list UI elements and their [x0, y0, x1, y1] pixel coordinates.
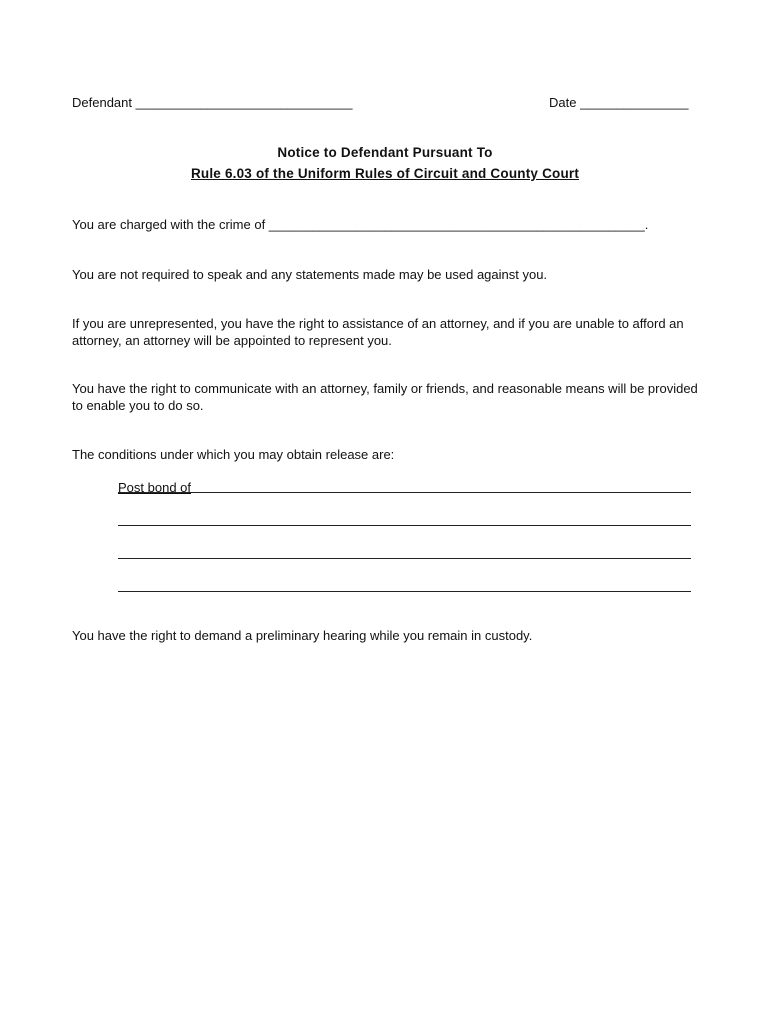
right-to-attorney-statement: If you are unrepresented, you have the right to assistance of an attorney, and if you are unable to afford an attorney, an attorney will be appointed to represent you.	[72, 316, 684, 348]
charged-statement: You are charged with the crime of ____________________________________________________.	[72, 217, 649, 232]
rule-citation: Rule 6.03 of the Uniform Rules of Circuit and County Court	[190, 166, 580, 181]
defendant-field-line: Defendant ______________________________	[72, 95, 353, 110]
right-to-communicate-statement: You have the right to communicate with an attorney, family or friends, and reasonable means will be provided to enable you to do so.	[72, 381, 698, 413]
release-condition-line-4	[118, 591, 691, 592]
release-condition-line-2	[118, 525, 691, 526]
release-condition-line-3	[118, 558, 691, 559]
date-field-line: Date _______________	[549, 95, 689, 110]
document-subtitle	[0, 166, 770, 181]
right-to-remain-silent-statement: You are not required to speak and any statements made may be used against you.	[72, 267, 548, 282]
post-bond-label: Post bond of	[118, 480, 191, 495]
document-title: Notice to Defendant Pursuant To	[277, 145, 493, 160]
release-condition-line-1	[118, 492, 691, 493]
preliminary-hearing-statement: You have the right to demand a preliminary hearing while you remain in custody.	[72, 628, 533, 643]
release-conditions-heading: The conditions under which you may obtain release are:	[72, 447, 395, 462]
